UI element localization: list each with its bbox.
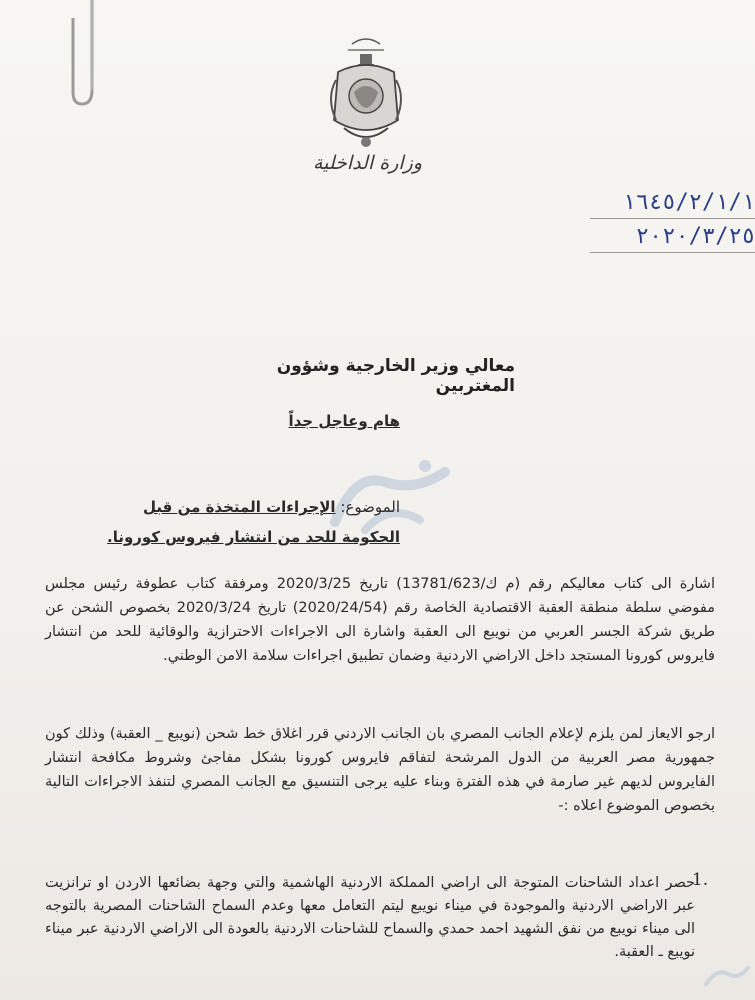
addressee: معالي وزير الخارجية وشؤون المغتربين	[276, 356, 515, 396]
jordan-crest-icon	[318, 28, 414, 156]
reference-date: ٢٠٢٠/٣/٢٥	[635, 224, 755, 249]
alrai-corner-logo	[702, 962, 752, 992]
item-1-number: 1.	[691, 870, 709, 890]
reference-number-line	[590, 218, 755, 219]
subject-line	[80, 492, 400, 552]
paragraph-1: اشارة الى كتاب معاليكم رقم (م ك/13781/623) تاريخ 2020/3/25 ومرفقة كتاب عطوفة رئيس مجلس مفوضي سلطة منطقة العقبة الاقتصادية الخاصة رقم (2020/24/54) تاريخ 2020/3/24 بخصوص الشحن عن طريق شركة الجسر العربي من نويبع الى العقبة واشارة الى الاجراءات الاحترازية والوقائية للحد من انتشار فايروس كورونا المستجد داخل الاراضي الاردنية وضمان تطبيق اجراءات سلامة الامن الوطني.	[45, 576, 716, 664]
paragraph-2: ارجو الايعاز لمن يلزم لإعلام الجانب المصري بان الجانب الاردني قرر اغلاق خط شحن (نويبع _ العقبة) وذلك كون جمهورية مصر العربية من الدول المرشحة لتفاقم فايروس كورونا بشكل مفاجئ وشروط مكافحة انتشار الفايروس لديهم غير صارمة في هذه الفترة وبناء عليه يرجى التنسيق مع الجانب المصري لتنفذ الاجراءات التالية بخصوص الموضوع اعلاه :-	[45, 726, 715, 814]
subject-label: الموضوع:	[340, 498, 400, 516]
ministry-name: وزارة الداخلية	[312, 152, 423, 174]
urgency-note: هام وعاجل جداً	[288, 412, 400, 430]
reference-number: ١٦٤٥/٢/١/١	[622, 190, 755, 215]
reference-date-line	[590, 252, 755, 253]
subject-text: الإجراءات المتخذة من قبل الحكومة للحد من انتشار فيروس كورونا.	[107, 498, 400, 546]
paper-clip-icon	[70, 0, 114, 112]
item-1-text: حصر اعداد الشاحنات المتوجة الى اراضي المملكة الاردنية الهاشمية والتي وجهة بضائعها الاردن او ترانزيت عبر الاراضي الاردنية والموجودة في ميناء نويبع ليتم التعامل معها وعدم السماح الشاحنات المصرية بالتوجه الى ميناء نويبع من نفق الشهيد احمد حمدي والسماح للشاحنات الاردنية بالعودة الى الاراضي الاردنية عبر ميناء نويبع ـ العقبة.	[45, 875, 695, 960]
